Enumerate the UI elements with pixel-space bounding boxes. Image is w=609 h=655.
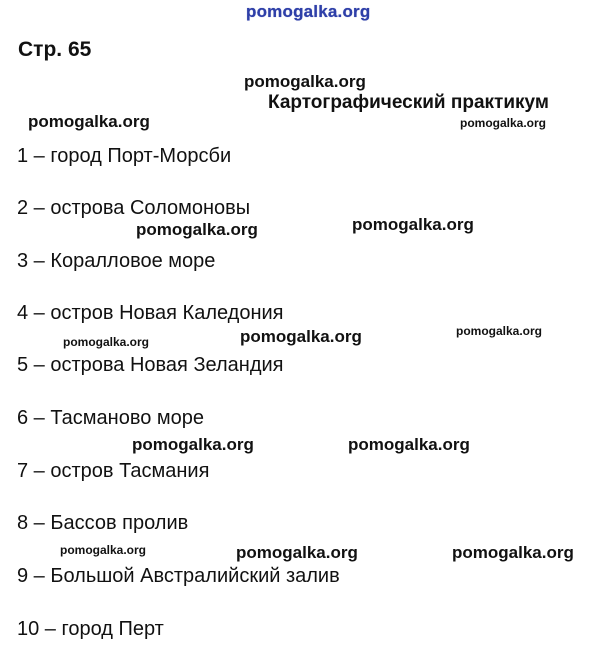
list-item: 6 – Тасманово море — [17, 407, 205, 429]
watermark: pomogalka.org — [240, 327, 362, 346]
list-item: 1 – город Порт-Морсби — [17, 145, 232, 167]
list-item: 2 – острова Соломоновы — [17, 197, 251, 219]
watermark: pomogalka.org — [244, 72, 366, 91]
site-logo-text: pomogalka.org — [246, 2, 371, 21]
watermark: pomogalka.org — [460, 116, 547, 130]
watermark: pomogalka.org — [132, 435, 254, 454]
list-item: 10 – город Перт — [17, 618, 164, 640]
list-item: 5 – острова Новая Зеландия — [17, 354, 284, 376]
page-number: Стр. 65 — [18, 38, 92, 61]
watermark: pomogalka.org — [63, 335, 150, 349]
list-item: 7 – остров Тасмания — [17, 460, 210, 482]
watermark: pomogalka.org — [236, 543, 358, 562]
list-item: 9 – Большой Австралийский залив — [17, 565, 340, 587]
section-title: Картографический практикум — [268, 92, 549, 113]
watermark: pomogalka.org — [136, 220, 258, 239]
list-item: 3 – Коралловое море — [17, 250, 216, 272]
watermark: pomogalka.org — [28, 112, 150, 131]
list-item: 8 – Бассов пролив — [17, 512, 189, 534]
list-item: 4 – остров Новая Каледония — [17, 302, 284, 324]
watermark: pomogalka.org — [60, 543, 147, 557]
watermark: pomogalka.org — [352, 215, 474, 234]
watermark: pomogalka.org — [456, 324, 543, 338]
watermark: pomogalka.org — [348, 435, 470, 454]
watermark: pomogalka.org — [452, 543, 574, 562]
